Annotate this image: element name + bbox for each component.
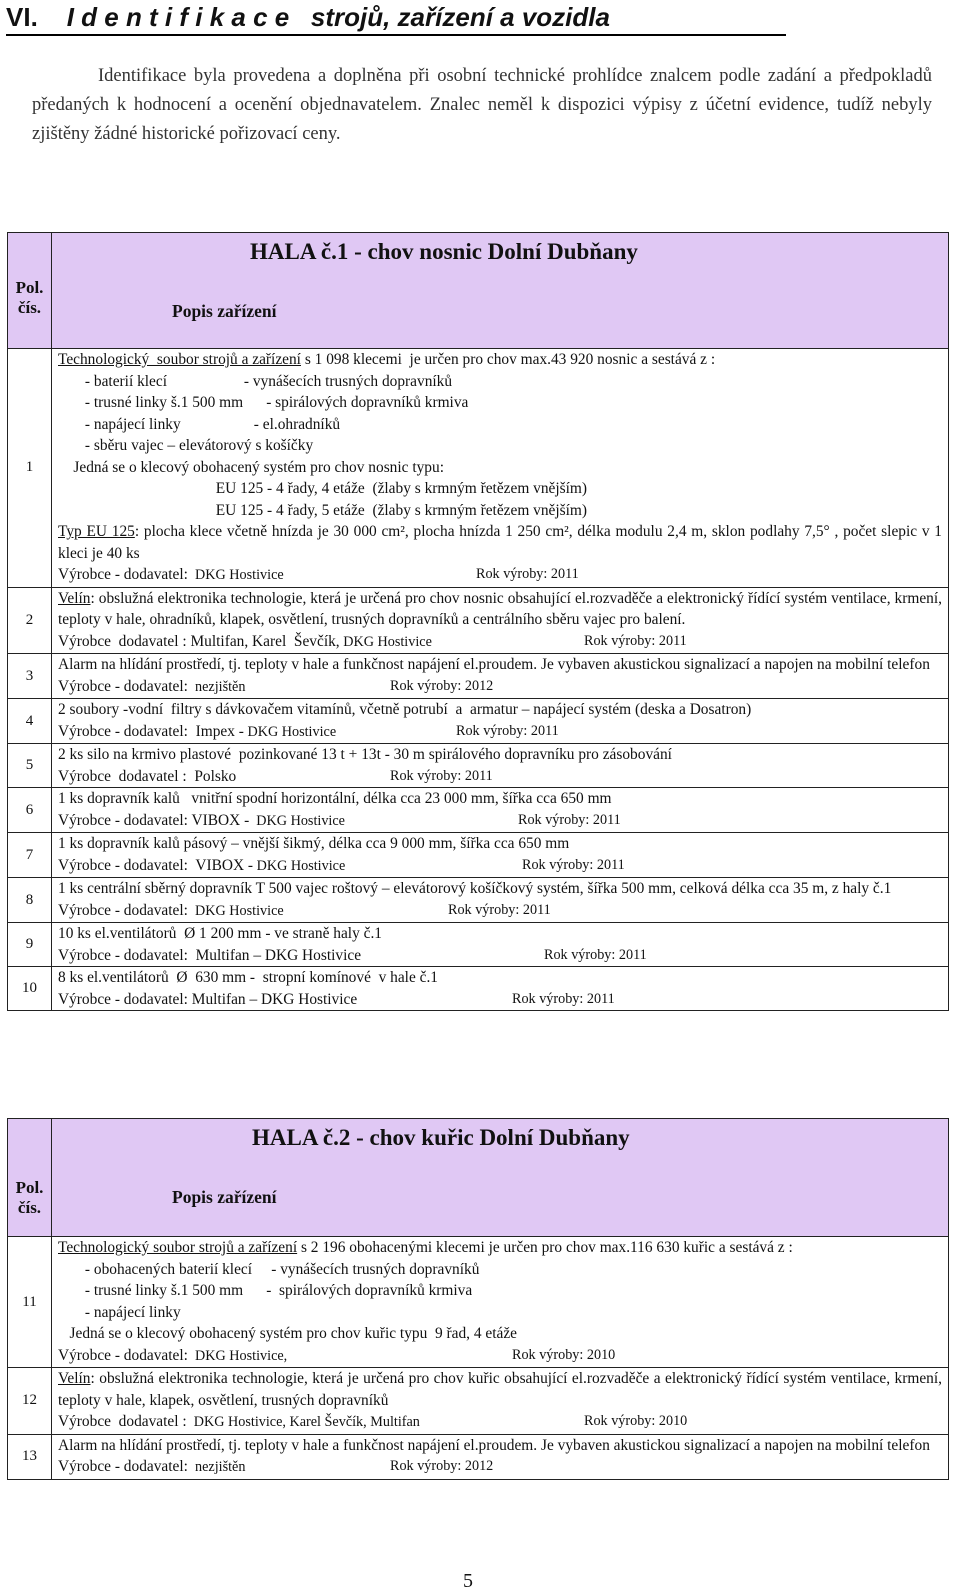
row-description xyxy=(52,833,949,878)
table-row xyxy=(8,1434,949,1479)
table-row xyxy=(8,587,949,654)
line-text: Jedná se o klecový obohacený systém pro chov kuřic typu 9 řad, 4 etáže xyxy=(58,1325,518,1342)
line-text: 1 ks centrální sběrný dopravník T 500 vajec roštový – elevátorový košíčkový systém, šířka 500 mm, celková délka cca 35 m, z haly č.1 xyxy=(58,880,892,897)
row-description xyxy=(52,923,949,967)
equipment-table-hall-1 xyxy=(7,232,949,1011)
line-text: s 2 196 obohacenými klecemi je určen pro chov max.116 630 kuřic a sestává z : xyxy=(297,1239,793,1256)
table-row xyxy=(8,744,949,788)
description-line xyxy=(58,500,942,522)
line-text: Výrobce - dodavatel: xyxy=(58,1458,188,1475)
row-number: 10 xyxy=(8,967,52,1011)
description-line xyxy=(58,1368,942,1411)
line-text: : obslužná elektronika technologie, která je určená pro chov kuřic obsahující el.rozvaděče a elektronický řídící systém ventilace, krmení, teploty v hale, klapek, osvětlení, trusných dopravníků xyxy=(58,1370,942,1409)
table-row xyxy=(8,1368,949,1435)
underlined-term: Technologický soubor strojů a zařízení xyxy=(58,351,301,368)
row-number: 13 xyxy=(8,1434,52,1479)
line-text: Výrobce - dodavatel: xyxy=(58,1346,188,1364)
line-text: Alarm na hlídání prostředí, tj. teploty v hale a funkčnost napájení el.proudem. Je vybaven akustickou signalizací a napojen na mobilní telefon xyxy=(58,656,930,673)
year-of-manufacture: Rok výroby: 2012 xyxy=(390,677,494,694)
supplier-name: DKG Hostivice xyxy=(187,567,284,583)
line-text: Jedná se o klecový obohacený systém pro chov nosnic typu: xyxy=(58,458,444,476)
table-row xyxy=(8,699,949,744)
description-line xyxy=(58,1237,942,1259)
line-text: Výrobce - dodavatel: Impex - xyxy=(58,722,244,740)
description-line xyxy=(58,1345,942,1368)
underlined-term: Technologický soubor strojů a zařízení xyxy=(58,1239,298,1256)
line-text: Výrobce - dodavatel: xyxy=(58,901,188,919)
description-line xyxy=(58,923,942,945)
table-row xyxy=(8,1237,949,1368)
col-num-header xyxy=(8,233,52,349)
section-title: I d e n t i f i k a c e strojů, zařízení a vozidla xyxy=(66,2,610,32)
section-number: VI. xyxy=(6,2,38,32)
supplier-name: DKG Hostivice xyxy=(339,633,432,650)
table-header xyxy=(8,1119,949,1237)
description-line xyxy=(58,414,942,436)
supplier-name: DKG Hostivice, Karel Ševčík, Multifan xyxy=(186,1414,420,1430)
description-line xyxy=(58,989,942,1011)
line-text: 2 soubory -vodní filtry s dávkovačem vitamínů, včetně potrubí a armatur – napájecí systém (deska a Dosatron) xyxy=(58,701,752,718)
year-of-manufacture: Rok výroby: 2011 xyxy=(448,901,551,918)
col-desc-header xyxy=(52,233,949,349)
line-text: Výrobce - dodavatel: VIBOX - xyxy=(58,811,250,829)
col-num-label: Pol. čís. xyxy=(15,1177,44,1217)
row-description xyxy=(52,349,949,588)
line-text: 10 ks el.ventilátorů Ø 1 200 mm - ve straně haly č.1 xyxy=(58,925,382,942)
underlined-term: Velín xyxy=(58,1370,91,1387)
description-line xyxy=(58,721,942,744)
description-line xyxy=(58,1280,942,1302)
row-description xyxy=(52,1237,949,1368)
hall-title: HALA č.1 - chov nosnic Dolní Dubňany xyxy=(250,239,638,264)
line-text: Výrobce - dodavatel: Multifan – DKG Hostivice xyxy=(58,990,358,1008)
table-row xyxy=(8,654,949,699)
page-number: 5 xyxy=(463,1570,473,1592)
line-text: 1 ks dopravník kalů pásový – vnější šikmý, délka cca 9 000 mm, šířka cca 650 mm xyxy=(58,835,570,852)
year-of-manufacture: Rok výroby: 2010 xyxy=(512,1346,616,1363)
section-heading xyxy=(6,0,786,36)
line-text: - napájecí linky xyxy=(58,1303,181,1321)
row-description xyxy=(52,878,949,923)
line-text: : plocha klece včetně hnízda je 30 000 cm², plocha hnízda 1 250 cm², délka modulu 2,4 m, sklon podlahy 7,5° , počet slepic v 1 kleci je 40 ks xyxy=(58,523,942,562)
row-number: 4 xyxy=(8,699,52,744)
description-line xyxy=(58,878,942,900)
line-text: 8 ks el.ventilátorů Ø 630 mm - stropní komínové v hale č.1 xyxy=(58,969,439,986)
intro-text: Identifikace byla provedena a doplněna při osobní technické prohlídce znalcem podle zadání a předpokladů předaných k hodnocení a ocenění objednavatelem. Znalec neměl k dispozici výpisy z účetní evidence, tudíž nebyly zjištěny žádné historické pořizovací ceny. xyxy=(32,66,932,144)
col-num-label: Pol. čís. xyxy=(15,277,44,317)
hall-title: HALA č.2 - chov kuřic Dolní Dubňany xyxy=(252,1125,630,1150)
supplier-name: DKG Hostivice xyxy=(243,723,337,740)
description-line xyxy=(58,855,942,878)
line-text: Výrobce dodavatel : Polsko xyxy=(58,767,237,785)
line-text: Výrobce - dodavatel: VIBOX - xyxy=(58,856,254,874)
description-line xyxy=(58,1411,942,1434)
description-line xyxy=(58,349,942,371)
line-text: Výrobce - dodavatel: xyxy=(58,566,188,583)
row-number: 6 xyxy=(8,788,52,833)
line-text: 2 ks silo na krmivo plastové pozinkované 13 t + 13t - 30 m spirálového dopravníku pro zásobování xyxy=(58,746,672,763)
line-text: s 1 098 klecemi je určen pro chov max.43 920 nosnic a sestává z : xyxy=(300,351,716,368)
year-of-manufacture: Rok výroby: 2011 xyxy=(544,946,647,963)
description-line xyxy=(58,457,942,479)
description-line xyxy=(58,766,942,788)
description-line xyxy=(58,967,942,989)
description-line xyxy=(58,1259,942,1281)
row-number: 1 xyxy=(8,349,52,588)
description-line xyxy=(58,1456,942,1479)
description-line xyxy=(58,900,942,923)
row-description xyxy=(52,1434,949,1479)
year-of-manufacture: Rok výroby: 2011 xyxy=(512,990,615,1007)
description-line xyxy=(58,478,942,500)
row-number: 12 xyxy=(8,1368,52,1435)
description-line xyxy=(58,833,942,855)
underlined-term: Typ EU 125 xyxy=(58,523,135,540)
table-row xyxy=(8,788,949,833)
year-of-manufacture: Rok výroby: 2010 xyxy=(584,1413,688,1429)
line-text: - baterií klecí - vynášecích trusných dopravníků xyxy=(58,372,453,390)
table-row xyxy=(8,833,949,878)
description-line xyxy=(58,744,942,766)
row-description xyxy=(52,744,949,788)
description-line xyxy=(58,392,942,414)
line-text: - napájecí linky - el.ohradníků xyxy=(58,415,341,433)
description-line xyxy=(58,435,942,457)
description-line xyxy=(58,699,942,721)
row-number: 5 xyxy=(8,744,52,788)
year-of-manufacture: Rok výroby: 2011 xyxy=(390,767,493,784)
supplier-name: DKG Hostivice, xyxy=(187,1347,288,1364)
underlined-term: Velín xyxy=(58,589,91,607)
col-num-header xyxy=(8,1119,52,1237)
supplier-name: DKG Hostivice xyxy=(253,857,346,874)
row-number: 8 xyxy=(8,878,52,923)
line-text: - obohacených baterií klecí - vynášecích trusných dopravníků xyxy=(58,1260,480,1278)
supplier-name: nezjištěn xyxy=(187,678,246,695)
line-text: Výrobce - dodavatel: xyxy=(58,677,188,695)
description-line xyxy=(58,1323,942,1345)
year-of-manufacture: Rok výroby: 2011 xyxy=(584,632,687,649)
row-description xyxy=(52,788,949,833)
equipment-table-hall-2 xyxy=(7,1118,949,1480)
year-of-manufacture: Rok výroby: 2012 xyxy=(390,1458,494,1474)
description-line xyxy=(58,676,942,699)
row-number: 9 xyxy=(8,923,52,967)
row-description xyxy=(52,654,949,699)
description-line xyxy=(58,564,942,587)
description-line xyxy=(58,810,942,833)
description-line xyxy=(58,1302,942,1324)
line-text: 1 ks dopravník kalů vnitřní spodní horizontální, délka cca 23 000 mm, šířka cca 650 mm xyxy=(58,790,612,807)
description-line xyxy=(58,521,942,564)
col-desc-label: Popis zařízení xyxy=(172,301,277,321)
year-of-manufacture: Rok výroby: 2011 xyxy=(518,811,621,828)
table-row xyxy=(8,967,949,1011)
line-text: : obslužná elektronika technologie, která je určená pro chov nosnic obsahující el.rozvaděče a elektronický řídící systém ventilace, krmení, teploty v hale, ohradníků, klapek, osvětlení, trusných dopravníků a centrálního sběru vajec pro balení. xyxy=(58,589,942,628)
table-row xyxy=(8,923,949,967)
line-text: Alarm na hlídání prostředí, tj. teploty v hale a funkčnost napájení el.proudem. Je vybaven akustickou signalizací a napojen na mobilní telefon xyxy=(58,1436,930,1454)
year-of-manufacture: Rok výroby: 2011 xyxy=(456,722,559,739)
line-text: EU 125 - 4 řady, 5 etáže (žlaby s krmným řetězem vnějším) xyxy=(58,501,587,519)
row-number: 7 xyxy=(8,833,52,878)
row-description xyxy=(52,967,949,1011)
row-number: 11 xyxy=(8,1237,52,1368)
line-text: Výrobce dodavatel : Multifan, Karel Ševčík, xyxy=(58,632,340,650)
line-text: - trusné linky š.1 500 mm - spirálových dopravníků krmiva xyxy=(58,394,469,411)
row-number: 3 xyxy=(8,654,52,699)
year-of-manufacture: Rok výroby: 2011 xyxy=(476,566,579,582)
line-text: - trusné linky š.1 500 mm - spirálových dopravníků krmiva xyxy=(58,1282,473,1299)
supplier-name: DKG Hostivice xyxy=(187,902,284,919)
description-line xyxy=(58,1435,942,1457)
col-desc-header xyxy=(52,1119,949,1237)
supplier-name: DKG Hostivice xyxy=(249,812,345,829)
row-description xyxy=(52,699,949,744)
description-line xyxy=(58,654,942,676)
table-row xyxy=(8,349,949,588)
intro-paragraph xyxy=(32,62,932,149)
description-line xyxy=(58,788,942,810)
line-text: - sběru vajec – elevátorový s košíčky xyxy=(58,437,314,454)
year-of-manufacture: Rok výroby: 2011 xyxy=(522,856,625,873)
table-header xyxy=(8,233,949,349)
description-line xyxy=(58,631,942,654)
row-description xyxy=(52,587,949,654)
line-text: EU 125 - 4 řady, 4 etáže (žlaby s krmným řetězem vnějším) xyxy=(58,480,587,497)
line-text: Výrobce - dodavatel: Multifan – DKG Hostivice xyxy=(58,946,362,964)
row-number: 2 xyxy=(8,587,52,654)
description-line xyxy=(58,371,942,393)
line-text: Výrobce dodavatel : xyxy=(58,1413,187,1430)
description-line xyxy=(58,588,942,631)
col-desc-label: Popis zařízení xyxy=(172,1187,277,1207)
description-line xyxy=(58,945,942,967)
row-description xyxy=(52,1368,949,1435)
table-row xyxy=(8,878,949,923)
supplier-name: nezjištěn xyxy=(187,1459,246,1475)
